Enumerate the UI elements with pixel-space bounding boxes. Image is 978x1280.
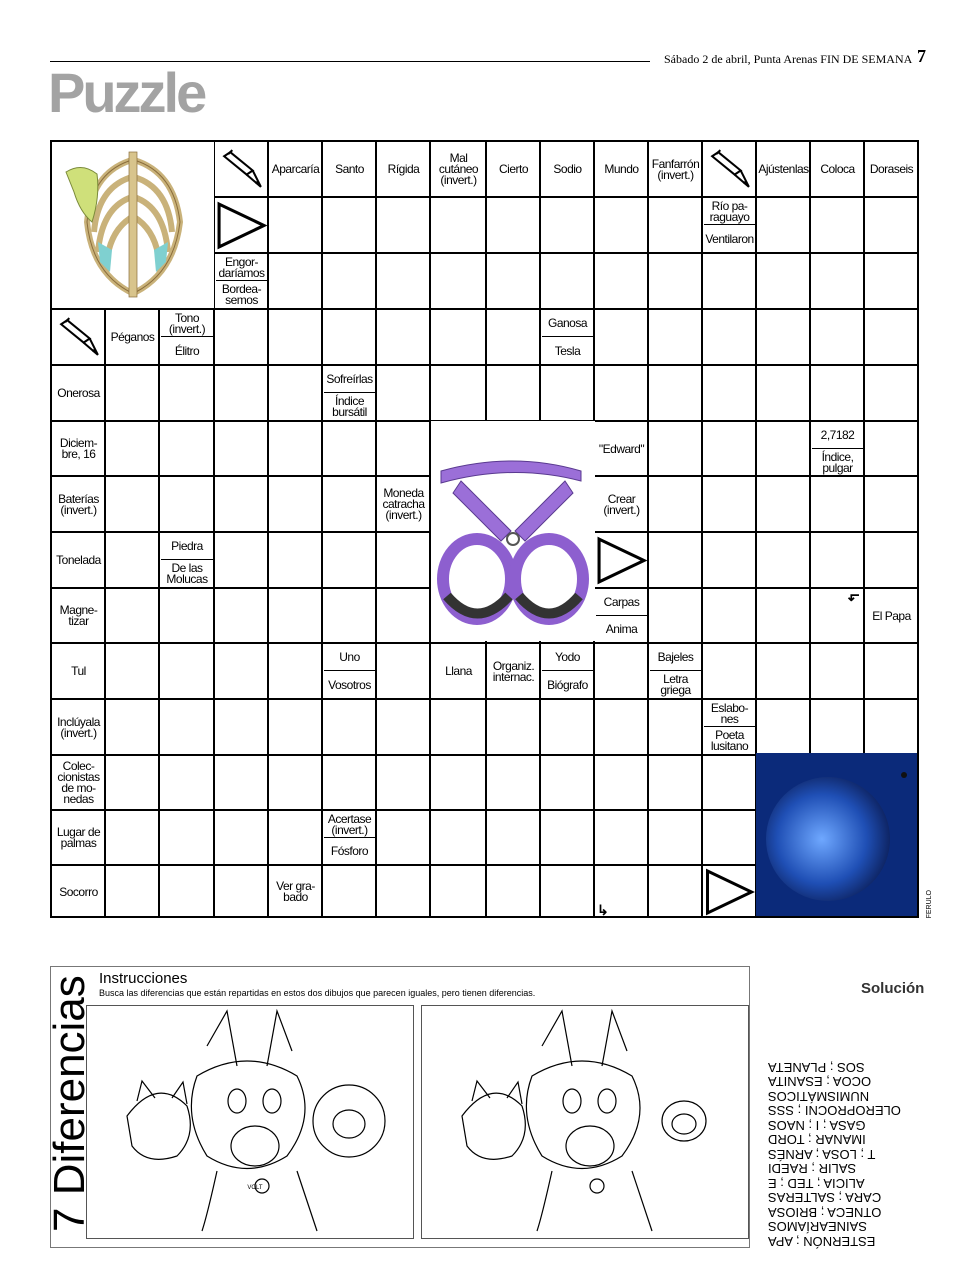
grid-cell[interactable] [431, 756, 487, 811]
grid-cell[interactable] [215, 866, 269, 918]
grid-cell[interactable] [106, 477, 160, 533]
grid-cell[interactable] [215, 700, 269, 756]
clue: Yodo [542, 645, 593, 671]
grid-cell[interactable] [269, 477, 323, 533]
grid-cell[interactable] [269, 700, 323, 756]
clue: Índice, pulgar [812, 450, 863, 475]
clue: Lugar de palmas [53, 812, 104, 864]
grid-cell[interactable] [269, 366, 323, 422]
clue: Fanfarrón (invert.) [650, 143, 701, 196]
grid-cell[interactable] [703, 811, 757, 866]
clue: Tul [53, 645, 104, 698]
grid-cell[interactable] [323, 866, 377, 918]
bent-arrow-icon: ↳ [845, 591, 862, 604]
clue: Inclúyala (invert.) [53, 701, 104, 754]
clue: Magne-tizar [53, 590, 104, 642]
grid-cell[interactable] [811, 700, 865, 756]
solution-line: OTNECA ; BRIOSA [768, 1205, 882, 1220]
grid-cell[interactable] [865, 422, 919, 477]
clue: 2,7182 [812, 423, 863, 449]
grid-cell[interactable] [649, 866, 703, 918]
grid-cell[interactable] [106, 700, 160, 756]
clue: Sofreírlas [324, 367, 375, 393]
grid-cell[interactable] [106, 422, 160, 477]
grid-cell[interactable] [377, 700, 431, 756]
grid-cell[interactable] [595, 198, 649, 254]
grid-cell[interactable] [757, 533, 811, 589]
grid-cell[interactable] [865, 254, 919, 310]
grid-cell[interactable] [811, 533, 865, 589]
clue: Santo [324, 143, 375, 196]
clue: Cierto [488, 143, 539, 196]
grid-cell[interactable] [160, 589, 215, 644]
grid-cell[interactable] [649, 366, 703, 422]
solution-line: ESTERNÓN ; APA [768, 1234, 876, 1249]
clue: Engor-daríamos [216, 255, 267, 281]
grid-cell[interactable] [269, 756, 323, 811]
grid-cell[interactable] [160, 366, 215, 422]
grid-cell[interactable] [757, 644, 811, 700]
clue: Biógrafo [542, 672, 593, 698]
grid-cell[interactable] [487, 756, 541, 811]
grid-cell[interactable] [323, 254, 377, 310]
grid-cell[interactable] [215, 644, 269, 700]
clue: Moneda catracha (invert.) [378, 478, 429, 531]
grid-cell[interactable] [649, 589, 703, 644]
solution-line: OCOA ; ESANITA [768, 1074, 872, 1090]
grid-cell[interactable] [487, 254, 541, 310]
solution-heading: Solución [861, 980, 925, 997]
grid-cell[interactable] [377, 533, 431, 589]
grid-cell[interactable] [431, 366, 487, 422]
grid-cell[interactable] [215, 589, 269, 644]
clue: Índice bursátil [324, 394, 375, 420]
clue: Anima [596, 617, 647, 642]
planet-image [756, 753, 919, 918]
grid-cell[interactable] [269, 533, 323, 589]
grid-cell[interactable] [269, 589, 323, 644]
grid-cell[interactable] [811, 198, 865, 254]
grid-cell[interactable] [703, 756, 757, 811]
grid-cell[interactable] [160, 422, 215, 477]
grid-cell[interactable] [431, 254, 487, 310]
grid-cell[interactable] [215, 366, 269, 422]
grid-cell[interactable] [215, 533, 269, 589]
diferencias-title: 7 Diferencias [45, 975, 94, 1232]
pen-icon [216, 143, 267, 196]
grid-cell[interactable] [160, 811, 215, 866]
clue: Baterías (invert.) [53, 478, 104, 531]
instructions-text: Busca las diferencias que están repartidas en estos dos dibujos que parecen iguales, pero tienen diferencias. [99, 988, 536, 998]
grid-cell[interactable] [703, 366, 757, 422]
header-date-line: Sábado 2 de abril, Punta Arenas FIN DE SEMANA [664, 52, 913, 66]
grid-cell[interactable] [269, 644, 323, 700]
grid-cell[interactable] [649, 422, 703, 477]
grid-cell[interactable] [757, 310, 811, 366]
grid-cell[interactable] [487, 198, 541, 254]
solution-line: CARA ; SALTERAS [768, 1190, 882, 1206]
grid-cell[interactable] [649, 533, 703, 589]
grid-cell[interactable] [323, 589, 377, 644]
grid-cell[interactable] [703, 644, 757, 700]
grid-cell[interactable] [757, 700, 811, 756]
grid-cell[interactable] [595, 254, 649, 310]
grid-cell[interactable] [323, 198, 377, 254]
grid-cell[interactable] [865, 310, 919, 366]
grid-cell[interactable] [431, 198, 487, 254]
grid-cell[interactable] [649, 254, 703, 310]
grid-cell[interactable] [541, 366, 595, 422]
clue: Élitro [161, 338, 213, 364]
clue: "Edward" [596, 423, 647, 475]
grid-cell[interactable] [865, 644, 919, 700]
grid-cell[interactable] [811, 254, 865, 310]
solution-line: SAINEARÍAMOS [768, 1219, 867, 1235]
dog-tag-text: VOLT [247, 1185, 263, 1191]
grid-cell[interactable] [811, 310, 865, 366]
grid-cell[interactable] [431, 310, 487, 366]
grid-cell[interactable] [215, 422, 269, 477]
solution-line: SALIR ; RAEDI [768, 1161, 857, 1177]
solution-line: NUMISMÁTICOS [768, 1089, 870, 1104]
clue: De las Molucas [161, 561, 213, 587]
bent-arrow-icon: ↳ [597, 902, 609, 918]
left-drawing [86, 1005, 414, 1239]
grid-cell[interactable] [865, 700, 919, 756]
page-number: 7 [917, 46, 926, 66]
grid-cell[interactable] [703, 422, 757, 477]
grid-cell[interactable] [323, 533, 377, 589]
clue: Tono (invert.) [161, 311, 213, 337]
grid-cell[interactable] [487, 866, 541, 918]
grid-cell[interactable] [323, 477, 377, 533]
grid-cell[interactable] [541, 198, 595, 254]
grid-cell[interactable] [269, 422, 323, 477]
grid-cell[interactable] [541, 254, 595, 310]
grid-cell[interactable] [377, 366, 431, 422]
grid-cell[interactable] [487, 700, 541, 756]
grid-cell[interactable] [106, 756, 160, 811]
grid-cell[interactable] [377, 589, 431, 644]
pen-icon [704, 143, 755, 196]
grid-cell[interactable] [541, 756, 595, 811]
grid-cell[interactable] [865, 366, 919, 422]
grid-cell[interactable] [811, 366, 865, 422]
clue: Río pa-raguayo [704, 199, 755, 225]
clue: Ventilaron [704, 226, 755, 252]
clue: Aparcaría [270, 143, 321, 196]
grid-cell[interactable] [595, 366, 649, 422]
grid-cell[interactable] [865, 198, 919, 254]
grid-cell[interactable] [160, 644, 215, 700]
clue: Eslabo-nes [704, 701, 755, 727]
grid-cell[interactable] [106, 644, 160, 700]
grid-cell[interactable] [541, 866, 595, 918]
grid-cell[interactable] [377, 198, 431, 254]
grid-cell[interactable] [431, 811, 487, 866]
instructions-heading: Instrucciones [99, 970, 188, 987]
grid-cell[interactable] [323, 700, 377, 756]
grid-cell[interactable] [106, 866, 160, 918]
grid-cell[interactable] [106, 533, 160, 589]
grid-cell[interactable] [160, 866, 215, 918]
clue: Ganosa [542, 311, 593, 337]
solution-list [768, 1028, 930, 1248]
pen-icon [53, 311, 104, 364]
grid-cell[interactable] [649, 310, 703, 366]
grid-cell[interactable] [323, 310, 377, 366]
crossword-grid [50, 140, 919, 918]
grid-cell[interactable] [703, 477, 757, 533]
grid-cell[interactable] [541, 700, 595, 756]
grid-cell[interactable] [703, 310, 757, 366]
grid-cell[interactable] [160, 756, 215, 811]
grid-cell[interactable] [649, 477, 703, 533]
grid-cell[interactable] [487, 366, 541, 422]
grid-cell[interactable] [649, 700, 703, 756]
clue: Acertase (invert.) [324, 812, 375, 838]
grid-cell[interactable] [703, 589, 757, 644]
grid-cell[interactable] [269, 811, 323, 866]
clue: Mundo [596, 143, 647, 196]
clue: Diciem-bre, 16 [53, 423, 104, 475]
solution-line: ALICIA ; TED ; E [768, 1176, 865, 1191]
grid-cell[interactable] [215, 310, 269, 366]
grid-cell[interactable] [377, 254, 431, 310]
grid-cell[interactable] [215, 811, 269, 866]
clue: Organiz. internac. [488, 645, 539, 698]
solution-line: OLEROPROCNI ; SSS [768, 1103, 901, 1119]
grid-cell[interactable] [106, 811, 160, 866]
grid-cell[interactable] [269, 198, 323, 254]
clue: El Papa [866, 590, 917, 642]
grid-cell[interactable] [757, 422, 811, 477]
grid-cell[interactable] [431, 700, 487, 756]
clue: Onerosa [53, 367, 104, 420]
clue: Tesla [542, 338, 593, 364]
grid-cell[interactable] [377, 310, 431, 366]
clue: Ver gra-bado [270, 867, 321, 917]
grid-cell[interactable] [377, 422, 431, 477]
clue: Rígida [378, 143, 429, 196]
grid-cell[interactable] [160, 477, 215, 533]
grid-cell[interactable] [377, 811, 431, 866]
grid-cell[interactable] [160, 700, 215, 756]
clue: Bordea-semos [216, 282, 267, 308]
right-drawing [421, 1005, 749, 1239]
arrow-triangle-icon [216, 199, 267, 252]
solution-line: GASA ; I ; NAOS [768, 1118, 866, 1133]
grid-cell[interactable] [269, 310, 323, 366]
solution-line: IMANAR ; TORD [768, 1132, 866, 1148]
arrow-triangle-icon [704, 867, 755, 917]
grid-cell[interactable] [595, 310, 649, 366]
clue: Mal cutáneo (invert.) [432, 143, 485, 196]
grid-cell[interactable] [757, 366, 811, 422]
grid-cell[interactable] [323, 756, 377, 811]
clue: Sodio [542, 143, 593, 196]
grid-cell[interactable] [487, 310, 541, 366]
grid-cell[interactable] [757, 198, 811, 254]
clue: Letra griega [650, 672, 701, 698]
grid-cell[interactable] [757, 477, 811, 533]
clue: Colec-cionistas de mo-nedas [53, 757, 104, 809]
solution-line: SOS ; PLANETA [768, 1060, 865, 1075]
grid-cell[interactable] [487, 811, 541, 866]
grid-cell[interactable] [106, 589, 160, 644]
grid-cell[interactable] [703, 254, 757, 310]
page-title: Puzzle [48, 61, 205, 124]
grid-cell[interactable] [649, 756, 703, 811]
grid-cell[interactable] [106, 366, 160, 422]
grid-cell[interactable] [269, 254, 323, 310]
clue: Tonelada [53, 534, 104, 587]
clue: Vosotros [324, 672, 375, 698]
clue: Piedra [161, 534, 213, 560]
clue: Ajústenlas [758, 143, 809, 196]
grid-cell[interactable] [703, 533, 757, 589]
grid-cell[interactable] [541, 811, 595, 866]
grid-cell[interactable] [595, 644, 649, 700]
clue: Péganos [107, 311, 158, 364]
clue: Coloca [812, 143, 863, 196]
clue: Crear (invert.) [596, 478, 647, 531]
clue: Doraseis [866, 143, 917, 196]
grid-cell[interactable] [757, 254, 811, 310]
grid-cell[interactable] [757, 589, 811, 644]
grid-cell[interactable] [377, 866, 431, 918]
grid-cell[interactable] [377, 644, 431, 700]
grid-cell[interactable] [595, 811, 649, 866]
grid-cell[interactable] [811, 477, 865, 533]
grid-cell[interactable] [215, 477, 269, 533]
grid-cell[interactable] [595, 700, 649, 756]
clue: Socorro [53, 867, 104, 917]
climbing-harness-image [431, 421, 595, 641]
solution-line: T ; LOSA ; ARNÉS [768, 1147, 876, 1162]
grid-cell[interactable] [811, 644, 865, 700]
clue: Bajeles [650, 645, 701, 671]
clue: Fósforo [324, 839, 375, 864]
grid-cell[interactable] [215, 756, 269, 811]
grid-cell[interactable] [377, 756, 431, 811]
image-credit: FERULO [926, 890, 933, 919]
clue: Llana [432, 645, 485, 698]
grid-cell[interactable] [865, 477, 919, 533]
grid-cell[interactable] [323, 422, 377, 477]
grid-cell[interactable] [649, 198, 703, 254]
clue: Poeta lusitano [704, 728, 755, 754]
clue: Carpas [596, 590, 647, 616]
arrow-triangle-icon [596, 534, 647, 587]
grid-cell[interactable] [649, 811, 703, 866]
ribcage-image [52, 142, 214, 308]
grid-cell[interactable] [595, 756, 649, 811]
grid-cell[interactable] [865, 533, 919, 589]
clue: Uno [324, 645, 375, 671]
grid-cell[interactable] [431, 866, 487, 918]
